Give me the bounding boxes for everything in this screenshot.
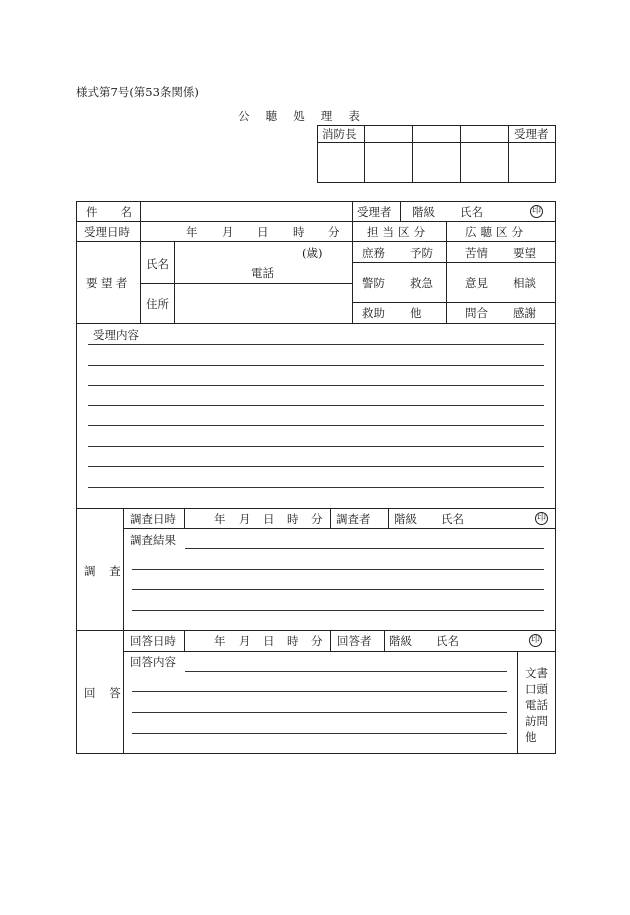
subject-receiver-label: 受理者: [357, 205, 392, 219]
answer-hour-unit: 時: [287, 634, 299, 648]
answer-method-option: 電話: [525, 698, 548, 712]
form-title: 公 聴 処 理 表: [238, 109, 363, 123]
approval-chief-label: 消防長: [322, 127, 357, 141]
seal-mark: 印: [536, 513, 546, 523]
requester-label: 要望者: [86, 276, 131, 290]
requester-phone-label: 電話: [251, 266, 274, 280]
pr-option: 意見: [465, 276, 488, 290]
investigation-label: 調 査: [84, 564, 122, 578]
pr-division-label: 広聴区分: [465, 225, 528, 239]
dept-option: 救助: [362, 306, 385, 320]
answer-method-option: 訪問: [525, 714, 548, 728]
pr-option: 要望: [513, 246, 536, 260]
requester-age-label: (歳): [302, 246, 323, 260]
answer-month-unit: 月: [239, 634, 251, 648]
pr-option: 相談: [513, 276, 536, 290]
investigation-result-label: 調査結果: [130, 533, 176, 547]
answer-day-unit: 日: [263, 634, 275, 648]
answerer-label: 回答者: [337, 634, 372, 648]
investigation-hour-unit: 時: [287, 512, 299, 526]
investigation-minute-unit: 分: [311, 512, 323, 526]
subject-name-label: 氏名: [460, 205, 483, 219]
subject-label: 件 名: [86, 205, 132, 219]
answer-datetime-label: 回答日時: [130, 634, 176, 648]
answer-content-label: 回答内容: [130, 655, 176, 669]
answer-minute-unit: 分: [311, 634, 323, 648]
dept-option: 予防: [410, 246, 433, 260]
seal-mark: 印: [530, 635, 540, 645]
pr-option: 感謝: [513, 306, 536, 320]
answer-method-option: 口頭: [525, 682, 548, 696]
dept-option: 警防: [362, 276, 385, 290]
receipt-minute-unit: 分: [328, 225, 340, 239]
dept-option: 庶務: [362, 246, 385, 260]
answer-method-option: 文書: [525, 666, 548, 680]
form-number: 様式第7号(第53条関係): [76, 85, 199, 99]
receipt-datetime-label: 受理日時: [84, 225, 130, 239]
answer-method-option: 他: [525, 730, 537, 744]
receipt-day-unit: 日: [257, 225, 269, 239]
pr-option: 苦情: [465, 246, 488, 260]
pr-option: 問合: [465, 306, 488, 320]
receipt-month-unit: 月: [222, 225, 234, 239]
receipt-year-unit: 年: [186, 225, 198, 239]
receipt-hour-unit: 時: [293, 225, 305, 239]
requester-name-label: 氏名: [146, 257, 169, 271]
answer-name-label: 氏名: [436, 634, 459, 648]
dept-option: 救急: [410, 276, 433, 290]
approval-receiver-label: 受理者: [514, 127, 549, 141]
answer-rank-label: 階級: [389, 634, 412, 648]
investigator-label: 調査者: [336, 512, 371, 526]
seal-mark: 印: [531, 206, 541, 216]
investigation-month-unit: 月: [239, 512, 251, 526]
investigation-year-unit: 年: [214, 512, 226, 526]
answer-year-unit: 年: [214, 634, 226, 648]
answer-label: 回 答: [84, 686, 122, 700]
investigation-datetime-label: 調査日時: [130, 512, 176, 526]
requester-address-label: 住所: [146, 297, 169, 311]
dept-division-label: 担当区分: [367, 225, 430, 239]
dept-option: 他: [410, 306, 422, 320]
investigation-rank-label: 階級: [394, 512, 417, 526]
investigation-day-unit: 日: [263, 512, 275, 526]
subject-rank-label: 階級: [412, 205, 435, 219]
investigation-name-label: 氏名: [441, 512, 464, 526]
content-label: 受理内容: [93, 328, 139, 342]
